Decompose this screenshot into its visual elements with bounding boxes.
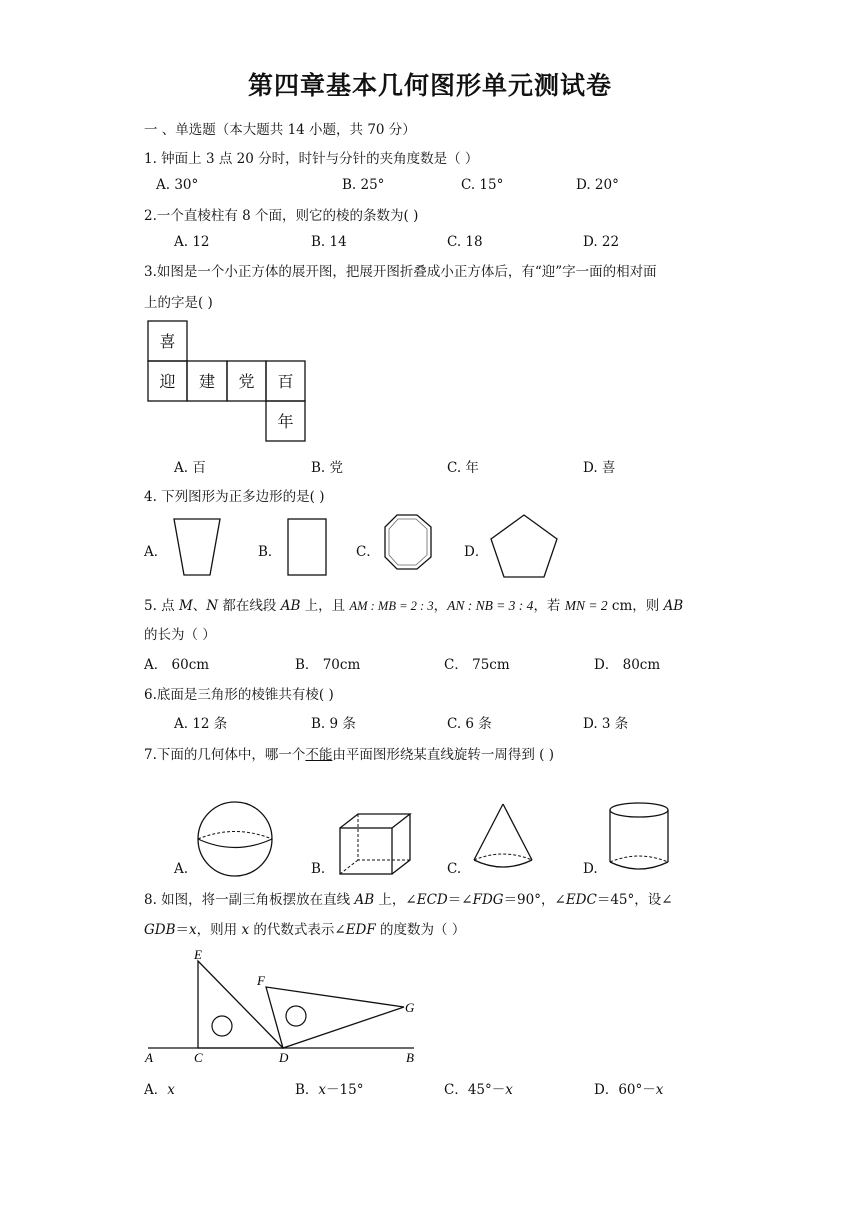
q8-text: 60°－ — [618, 1082, 656, 1098]
question-6-option-b: B. 9 条 — [311, 716, 356, 732]
question-7-option-b: B. — [311, 861, 326, 877]
net-char-4: 党 — [238, 372, 255, 391]
q8-var: x — [505, 1082, 513, 1098]
question-1-option-c: C. 15° — [461, 177, 504, 193]
q8-text: 上，∠ — [374, 892, 417, 908]
triangle-hole-2 — [286, 1006, 306, 1026]
q8-text: 的代数式表示∠ — [249, 922, 346, 938]
triangle-hole-1 — [212, 1016, 232, 1036]
question-3-option-c: C. 年 — [447, 460, 479, 476]
q5-text: 上，且 — [300, 598, 350, 614]
q8-var: x — [189, 922, 197, 938]
question-7-option-d: D. — [583, 861, 598, 877]
net-char-5: 百 — [277, 372, 294, 391]
question-5-stem-line-2: 的长为（ ） — [144, 627, 216, 643]
question-1-stem: 1. 钟面上 3 点 20 分时，时针与分针的夹角度数是（ ） — [144, 151, 479, 167]
q8-var: EDC — [565, 892, 597, 908]
question-5-option-c: C． 75cm — [444, 657, 510, 673]
q7-underlined-text: 不能 — [305, 747, 333, 763]
question-8-option-a — [144, 1078, 175, 1098]
question-2-option-b: B. 14 — [311, 234, 347, 250]
question-2-stem: 2.一个直棱柱有 8 个面，则它的棱的条数为( ) — [144, 208, 419, 224]
q8-var: GDB — [144, 922, 176, 938]
question-5-option-d: D． 80cm — [594, 657, 661, 673]
question-8-option-c — [444, 1078, 513, 1098]
question-3-option-d: D. 喜 — [583, 460, 616, 476]
question-1-option-d: D. 20° — [576, 177, 619, 193]
q8-text: ＝∠ — [447, 892, 473, 908]
page-title: 第四章基本几何图形单元测试卷 — [247, 71, 612, 100]
q8-var: x — [318, 1082, 327, 1098]
label-c: C — [194, 1050, 203, 1065]
label-a: A — [145, 1050, 153, 1065]
cylinder-figure — [606, 800, 672, 878]
q5-text: cm，则 — [607, 598, 664, 614]
question-5-option-b: B． 70cm — [295, 657, 361, 673]
q5-text: 5. 点 — [144, 598, 179, 614]
q8-var: ECD — [416, 892, 448, 908]
q8-option-label: A． — [144, 1082, 168, 1098]
q8-text: 45°－ — [467, 1082, 506, 1098]
net-char-6: 年 — [277, 412, 294, 431]
question-5-option-a: A． 60cm — [144, 657, 210, 673]
q7-text: 7.下面的几何体中，哪一个 — [144, 747, 306, 763]
q5-mn-value: MN = 2 — [564, 598, 608, 613]
q7-text: 由平面图形绕某直线旋转一周得到 ( ) — [332, 747, 555, 763]
pentagon-shape — [489, 513, 559, 581]
question-5-stem-line-1 — [144, 594, 683, 614]
q5-text: ， — [433, 598, 448, 614]
q8-var: AB — [354, 892, 375, 908]
q8-var: x — [655, 1082, 664, 1098]
trapezoid-shape — [172, 517, 222, 577]
question-8-stem-line-1 — [144, 888, 673, 908]
question-1-option-b: B. 25° — [342, 177, 385, 193]
q8-var: x — [241, 922, 250, 938]
label-g: G — [405, 1000, 415, 1015]
question-2-option-d: D. 22 — [583, 234, 620, 250]
q8-var: EDF — [345, 922, 376, 938]
question-6-option-c: C. 6 条 — [447, 716, 492, 732]
question-3-stem-line-2: 上的字是( ) — [144, 295, 213, 311]
q8-option-label: D． — [594, 1082, 619, 1098]
cube-figure — [336, 810, 416, 878]
question-3-option-b: B. 党 — [311, 460, 344, 476]
q8-text: ＝ — [175, 922, 190, 938]
triangle-boards-figure — [140, 945, 430, 1070]
q5-var-ab: AB — [280, 598, 301, 614]
q8-text: ，则用 — [196, 922, 242, 938]
question-7-option-c: C. — [447, 861, 462, 877]
q8-option-label: B． — [295, 1082, 319, 1098]
q5-ratio-am-mb: AM : MB = 2 : 3 — [349, 599, 434, 613]
label-d: D — [279, 1050, 289, 1065]
question-8-stem-line-2 — [144, 918, 465, 938]
question-3-stem-line-1: 3.如图是一个小正方体的展开图，把展开图折叠成小正方体后，有“迎”字一面的相对面 — [144, 264, 657, 280]
question-4-option-b: B． — [258, 544, 282, 560]
q8-var: x — [167, 1082, 175, 1098]
label-b: B — [406, 1050, 414, 1065]
question-4-stem: 4. 下列图形为正多边形的是( ) — [144, 489, 325, 505]
question-4-option-a: A． — [144, 544, 168, 560]
section-heading: 一 、单选题（本大题共 14 小题，共 70 分） — [144, 122, 416, 138]
question-8-option-b — [295, 1078, 363, 1098]
question-8-option-d — [594, 1078, 663, 1098]
q8-option-label: C． — [444, 1082, 468, 1098]
q5-var-m: M — [178, 598, 193, 614]
label-e: E — [194, 947, 202, 962]
q8-text: －15° — [326, 1082, 364, 1098]
label-f: F — [257, 973, 265, 988]
question-7-option-a: A. — [174, 861, 189, 877]
net-char-1: 喜 — [159, 332, 176, 351]
question-2-option-c: C. 18 — [447, 234, 483, 250]
cube-net-figure — [148, 321, 308, 443]
question-4-option-d: D． — [464, 544, 489, 560]
question-1-option-a: A. 30° — [156, 177, 199, 193]
question-7-stem — [144, 743, 554, 763]
q5-text: 都在线段 — [218, 598, 281, 614]
question-6-option-a: A. 12 条 — [174, 716, 228, 732]
net-char-2: 迎 — [159, 372, 176, 391]
question-2-option-a: A. 12 — [174, 234, 210, 250]
q5-var-n: N — [206, 598, 219, 614]
question-4-option-c: C． — [356, 544, 380, 560]
q5-text: ，若 — [533, 598, 565, 614]
q5-var-ab: AB — [663, 598, 684, 614]
question-6-stem: 6.底面是三角形的棱锥共有棱( ) — [144, 687, 334, 703]
rectangle-shape — [286, 517, 328, 577]
cone-figure — [470, 800, 536, 878]
q8-text: 的度数为（ ） — [375, 922, 466, 938]
sphere-figure — [195, 800, 275, 878]
q8-text: ＝45°，设∠ — [596, 892, 673, 908]
q5-text: 、 — [192, 598, 207, 614]
octagon-shape — [381, 513, 433, 573]
net-char-3: 建 — [198, 372, 216, 391]
q8-text: ＝90°，∠ — [503, 892, 566, 908]
question-6-option-d: D. 3 条 — [583, 716, 629, 732]
q8-var: FDG — [472, 892, 504, 908]
question-3-option-a: A. 百 — [174, 460, 206, 476]
q5-ratio-an-nb: AN : NB = 3 : 4 — [447, 598, 534, 613]
q8-text: 8. 如图，将一副三角板摆放在直线 — [144, 892, 355, 908]
